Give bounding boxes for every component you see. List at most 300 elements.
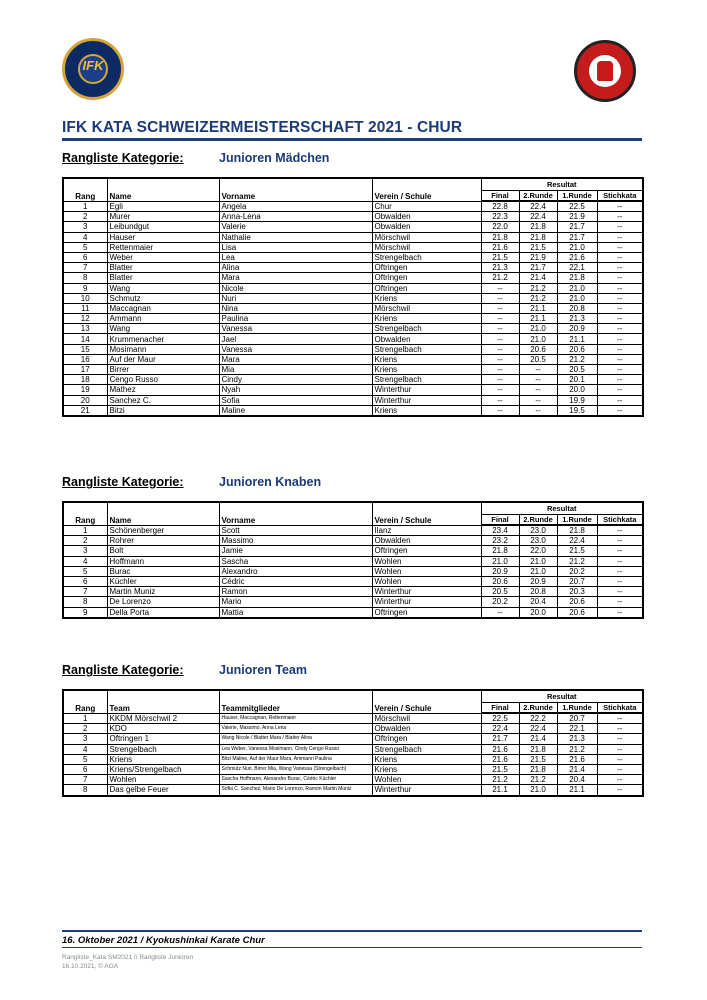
final-cell: 21.1 bbox=[481, 785, 519, 796]
final-cell: 21.5 bbox=[481, 252, 519, 262]
runde2-cell: 20.8 bbox=[519, 587, 557, 597]
final-cell: 20.9 bbox=[481, 566, 519, 576]
rang-cell: 1 bbox=[63, 525, 107, 536]
stichkata-cell: -- bbox=[597, 556, 643, 566]
rang-cell: 2 bbox=[63, 536, 107, 546]
header-final: Final bbox=[481, 515, 519, 526]
vorname-cell: Mara bbox=[219, 273, 372, 283]
rang-cell: 15 bbox=[63, 344, 107, 354]
verein-cell: Winterthur bbox=[372, 597, 481, 607]
final-cell: 21.6 bbox=[481, 242, 519, 252]
runde2-cell: 21.7 bbox=[519, 263, 557, 273]
runde2-cell: 22.4 bbox=[519, 201, 557, 212]
stichkata-cell: -- bbox=[597, 222, 643, 232]
stichkata-cell: -- bbox=[597, 734, 643, 744]
team-cell: Kriens/Strengelbach bbox=[107, 764, 219, 774]
rang-cell: 12 bbox=[63, 314, 107, 324]
table-row bbox=[63, 546, 643, 556]
header-1-runde: 1.Runde bbox=[557, 515, 597, 526]
final-cell: 20.6 bbox=[481, 576, 519, 586]
name-cell: Mosimann bbox=[107, 344, 219, 354]
stichkata-cell: -- bbox=[597, 744, 643, 754]
verein-cell: Obwalden bbox=[372, 212, 481, 222]
rang-cell: 3 bbox=[63, 734, 107, 744]
verein-cell: Strengelbach bbox=[372, 324, 481, 334]
vorname-cell: Angela bbox=[219, 201, 372, 212]
runde1-cell: 20.6 bbox=[557, 344, 597, 354]
footer-divider-thin bbox=[62, 947, 642, 948]
runde1-cell: 21.6 bbox=[557, 754, 597, 764]
name-cell: Birrer bbox=[107, 365, 219, 375]
table-row bbox=[63, 713, 643, 724]
verein-cell: Oftringen bbox=[372, 607, 481, 618]
runde1-cell: 21.6 bbox=[557, 252, 597, 262]
stichkata-cell: -- bbox=[597, 566, 643, 576]
name-cell: Leibundgut bbox=[107, 222, 219, 232]
runde2-cell: -- bbox=[519, 395, 557, 405]
rang-cell: 4 bbox=[63, 556, 107, 566]
verein-cell: Strengelbach bbox=[372, 375, 481, 385]
team-cell: Wohlen bbox=[107, 775, 219, 785]
category-heading-knaben bbox=[62, 475, 322, 489]
table-row bbox=[63, 724, 643, 734]
teammitglieder-cell: Sofia C. Sanchez, Mario De Lorenzo, Ramón Martin Muniz bbox=[219, 785, 372, 796]
runde1-cell: 21.1 bbox=[557, 785, 597, 796]
verein-cell: Ilanz bbox=[372, 525, 481, 536]
vorname-cell: Mario bbox=[219, 597, 372, 607]
runde1-cell: 20.6 bbox=[557, 607, 597, 618]
runde2-cell: -- bbox=[519, 365, 557, 375]
name-cell: De Lorenzo bbox=[107, 597, 219, 607]
runde2-cell: 21.0 bbox=[519, 556, 557, 566]
runde2-cell: 21.4 bbox=[519, 273, 557, 283]
verein-cell: Strengelbach bbox=[372, 252, 481, 262]
final-cell: -- bbox=[481, 365, 519, 375]
title-divider bbox=[62, 138, 642, 141]
runde2-cell: 20.9 bbox=[519, 576, 557, 586]
stichkata-cell: -- bbox=[597, 764, 643, 774]
vorname-cell: Nicole bbox=[219, 283, 372, 293]
runde2-cell: 21.1 bbox=[519, 314, 557, 324]
stichkata-cell: -- bbox=[597, 252, 643, 262]
final-cell: -- bbox=[481, 405, 519, 416]
table-row bbox=[63, 242, 643, 252]
verein-cell: Mörschwil bbox=[372, 303, 481, 313]
name-cell: Auf der Maur bbox=[107, 354, 219, 364]
rang-cell: 4 bbox=[63, 232, 107, 242]
category-heading-maedchen bbox=[62, 151, 330, 165]
team-cell: KDO bbox=[107, 724, 219, 734]
rang-cell: 8 bbox=[63, 785, 107, 796]
vorname-cell: Jamie bbox=[219, 546, 372, 556]
table-row bbox=[63, 293, 643, 303]
final-cell: 21.3 bbox=[481, 263, 519, 273]
table-row bbox=[63, 734, 643, 744]
rang-cell: 7 bbox=[63, 775, 107, 785]
vorname-cell: Cédric bbox=[219, 576, 372, 586]
rang-cell: 3 bbox=[63, 546, 107, 556]
final-cell: -- bbox=[481, 375, 519, 385]
verein-cell: Kriens bbox=[372, 405, 481, 416]
header-teammitglieder: Teammitglieder bbox=[219, 690, 372, 713]
name-cell: Ammann bbox=[107, 314, 219, 324]
final-cell: -- bbox=[481, 385, 519, 395]
verein-cell: Wohlen bbox=[372, 576, 481, 586]
table-row bbox=[63, 385, 643, 395]
vorname-cell: Massimo bbox=[219, 536, 372, 546]
final-cell: 22.3 bbox=[481, 212, 519, 222]
date-info: 16.10.2021, © AGA bbox=[62, 963, 119, 970]
verein-cell: Kriens bbox=[372, 354, 481, 364]
runde1-cell: 21.7 bbox=[557, 232, 597, 242]
rang-cell: 13 bbox=[63, 324, 107, 334]
final-cell: 21.0 bbox=[481, 556, 519, 566]
name-cell: Mathez bbox=[107, 385, 219, 395]
final-cell: 22.5 bbox=[481, 713, 519, 724]
name-cell: Küchler bbox=[107, 576, 219, 586]
runde2-cell: -- bbox=[519, 405, 557, 416]
table-row bbox=[63, 212, 643, 222]
table-row bbox=[63, 566, 643, 576]
team-cell: Oftringen 1 bbox=[107, 734, 219, 744]
rang-cell: 16 bbox=[63, 354, 107, 364]
final-cell: 20.5 bbox=[481, 587, 519, 597]
stichkata-cell: -- bbox=[597, 385, 643, 395]
final-cell: -- bbox=[481, 334, 519, 344]
header-stichkata: Stichkata bbox=[597, 515, 643, 526]
final-cell: -- bbox=[481, 314, 519, 324]
vorname-cell: Maline bbox=[219, 405, 372, 416]
verein-cell: Winterthur bbox=[372, 587, 481, 597]
verein-cell: Strengelbach bbox=[372, 344, 481, 354]
runde1-cell: 20.2 bbox=[557, 566, 597, 576]
runde1-cell: 21.5 bbox=[557, 546, 597, 556]
verein-cell: Kriens bbox=[372, 754, 481, 764]
final-cell: 21.6 bbox=[481, 754, 519, 764]
runde2-cell: 21.1 bbox=[519, 303, 557, 313]
verein-cell: Obwalden bbox=[372, 724, 481, 734]
verein-cell: Oftringen bbox=[372, 263, 481, 273]
table-row bbox=[63, 303, 643, 313]
kyokushinkai-chur-logo bbox=[574, 40, 636, 102]
verein-cell: Oftringen bbox=[372, 546, 481, 556]
rang-cell: 19 bbox=[63, 385, 107, 395]
runde1-cell: 20.1 bbox=[557, 375, 597, 385]
runde2-cell: 21.0 bbox=[519, 334, 557, 344]
category-heading-team bbox=[62, 663, 307, 677]
vorname-cell: Nyah bbox=[219, 385, 372, 395]
rang-cell: 6 bbox=[63, 576, 107, 586]
table-row bbox=[63, 354, 643, 364]
stichkata-cell: -- bbox=[597, 607, 643, 618]
vorname-cell: Mattia bbox=[219, 607, 372, 618]
final-cell: -- bbox=[481, 395, 519, 405]
header-final: Final bbox=[481, 703, 519, 714]
verein-cell: Winterthur bbox=[372, 385, 481, 395]
table-row bbox=[63, 405, 643, 416]
runde1-cell: 21.1 bbox=[557, 334, 597, 344]
team-cell: Kriens bbox=[107, 754, 219, 764]
runde2-cell: 23.0 bbox=[519, 525, 557, 536]
runde1-cell: 22.4 bbox=[557, 536, 597, 546]
table-row bbox=[63, 576, 643, 586]
vorname-cell: Mara bbox=[219, 354, 372, 364]
vorname-cell: Sascha bbox=[219, 556, 372, 566]
category-label: Rangliste Kategorie: bbox=[62, 151, 184, 165]
stichkata-cell: -- bbox=[597, 775, 643, 785]
verein-cell: Oftringen bbox=[372, 283, 481, 293]
final-cell: 21.2 bbox=[481, 775, 519, 785]
table-row bbox=[63, 785, 643, 796]
stichkata-cell: -- bbox=[597, 334, 643, 344]
stichkata-cell: -- bbox=[597, 354, 643, 364]
table-row bbox=[63, 597, 643, 607]
runde2-cell: 22.0 bbox=[519, 546, 557, 556]
name-cell: Blatter bbox=[107, 263, 219, 273]
stichkata-cell: -- bbox=[597, 293, 643, 303]
rang-cell: 10 bbox=[63, 293, 107, 303]
header-stichkata: Stichkata bbox=[597, 703, 643, 714]
category-name: Junioren Mädchen bbox=[219, 151, 330, 165]
final-cell: 23.2 bbox=[481, 536, 519, 546]
runde1-cell: 21.0 bbox=[557, 293, 597, 303]
table-row bbox=[63, 334, 643, 344]
teammitglieder-cell: Hauser, Maccagnan, Rettenmaier bbox=[219, 713, 372, 724]
header-resultat: Resultat bbox=[481, 690, 643, 703]
runde1-cell: 20.0 bbox=[557, 385, 597, 395]
table-row bbox=[63, 556, 643, 566]
vorname-cell: Nathalie bbox=[219, 232, 372, 242]
final-cell: 22.4 bbox=[481, 724, 519, 734]
rang-cell: 4 bbox=[63, 744, 107, 754]
name-cell: Maccagnan bbox=[107, 303, 219, 313]
name-cell: Martin Muniz bbox=[107, 587, 219, 597]
final-cell: -- bbox=[481, 354, 519, 364]
vorname-cell: Nina bbox=[219, 303, 372, 313]
stichkata-cell: -- bbox=[597, 754, 643, 764]
name-cell: Egli bbox=[107, 201, 219, 212]
stichkata-cell: -- bbox=[597, 395, 643, 405]
ifk-logo-text: IFK bbox=[82, 58, 104, 73]
teammitglieder-cell: Lea Weber, Vanessa Mosimann, Cindy Cengo Russo bbox=[219, 744, 372, 754]
table-row bbox=[63, 754, 643, 764]
ifk-logo bbox=[62, 38, 124, 100]
runde1-cell: 22.1 bbox=[557, 263, 597, 273]
verein-cell: Kriens bbox=[372, 764, 481, 774]
header-resultat: Resultat bbox=[481, 502, 643, 515]
runde2-cell: 23.0 bbox=[519, 536, 557, 546]
name-cell: Murer bbox=[107, 212, 219, 222]
rang-cell: 20 bbox=[63, 395, 107, 405]
rang-cell: 7 bbox=[63, 263, 107, 273]
rang-cell: 8 bbox=[63, 597, 107, 607]
ranking-table-maedchen bbox=[62, 177, 644, 417]
runde2-cell: -- bbox=[519, 385, 557, 395]
runde1-cell: 21.3 bbox=[557, 314, 597, 324]
runde2-cell: 21.0 bbox=[519, 324, 557, 334]
final-cell: -- bbox=[481, 283, 519, 293]
stichkata-cell: -- bbox=[597, 525, 643, 536]
runde1-cell: 20.4 bbox=[557, 775, 597, 785]
verein-cell: Wohlen bbox=[372, 566, 481, 576]
page-title: IFK KATA SCHWEIZERMEISTERSCHAFT 2021 - CHUR bbox=[62, 119, 463, 136]
runde2-cell: 20.6 bbox=[519, 344, 557, 354]
verein-cell: Obwalden bbox=[372, 536, 481, 546]
vorname-cell: Cindy bbox=[219, 375, 372, 385]
vorname-cell: Lea bbox=[219, 252, 372, 262]
rang-cell: 5 bbox=[63, 242, 107, 252]
karateka-icon bbox=[597, 61, 613, 81]
runde1-cell: 19.5 bbox=[557, 405, 597, 416]
ranking-table-team bbox=[62, 689, 644, 797]
team-cell: Das gelbe Feuer bbox=[107, 785, 219, 796]
vorname-cell: Alexandro bbox=[219, 566, 372, 576]
rang-cell: 6 bbox=[63, 252, 107, 262]
vorname-cell: Jael bbox=[219, 334, 372, 344]
name-cell: Blatter bbox=[107, 273, 219, 283]
table-row bbox=[63, 607, 643, 618]
header-2-runde: 2.Runde bbox=[519, 191, 557, 202]
runde2-cell: 21.0 bbox=[519, 785, 557, 796]
stichkata-cell: -- bbox=[597, 232, 643, 242]
header-name: Name bbox=[107, 178, 219, 201]
rang-cell: 21 bbox=[63, 405, 107, 416]
verein-cell: Mörschwil bbox=[372, 232, 481, 242]
teammitglieder-cell: Wang Nicole / Blatter Mara / Blatter Alina bbox=[219, 734, 372, 744]
vorname-cell: Lisa bbox=[219, 242, 372, 252]
name-cell: Rettenmaier bbox=[107, 242, 219, 252]
stichkata-cell: -- bbox=[597, 201, 643, 212]
runde2-cell: 21.9 bbox=[519, 252, 557, 262]
runde1-cell: 21.2 bbox=[557, 556, 597, 566]
runde2-cell: 22.2 bbox=[519, 713, 557, 724]
final-cell: 20.2 bbox=[481, 597, 519, 607]
header-team: Team bbox=[107, 690, 219, 713]
final-cell: -- bbox=[481, 344, 519, 354]
header-resultat: Resultat bbox=[481, 178, 643, 191]
name-cell: Schmutz bbox=[107, 293, 219, 303]
runde1-cell: 21.4 bbox=[557, 764, 597, 774]
final-cell: 22.0 bbox=[481, 222, 519, 232]
runde1-cell: 20.9 bbox=[557, 324, 597, 334]
verein-cell: Kriens bbox=[372, 365, 481, 375]
stichkata-cell: -- bbox=[597, 212, 643, 222]
file-info: Rangliste_Kata SM2021 // Rangliste Junioren bbox=[62, 954, 194, 961]
category-label: Rangliste Kategorie: bbox=[62, 475, 184, 489]
stichkata-cell: -- bbox=[597, 283, 643, 293]
rang-cell: 17 bbox=[63, 365, 107, 375]
runde2-cell: 22.4 bbox=[519, 724, 557, 734]
header-stichkata: Stichkata bbox=[597, 191, 643, 202]
table-row bbox=[63, 314, 643, 324]
table-row bbox=[63, 744, 643, 754]
verein-cell: Oftringen bbox=[372, 273, 481, 283]
header-1-runde: 1.Runde bbox=[557, 191, 597, 202]
verein-cell: Wohlen bbox=[372, 556, 481, 566]
rang-cell: 5 bbox=[63, 754, 107, 764]
rang-cell: 9 bbox=[63, 607, 107, 618]
rang-cell: 2 bbox=[63, 212, 107, 222]
runde1-cell: 22.1 bbox=[557, 724, 597, 734]
final-cell: 21.5 bbox=[481, 764, 519, 774]
runde2-cell: 21.5 bbox=[519, 242, 557, 252]
runde2-cell: 22.4 bbox=[519, 212, 557, 222]
runde1-cell: 21.7 bbox=[557, 222, 597, 232]
vorname-cell: Valerie bbox=[219, 222, 372, 232]
runde1-cell: 19.9 bbox=[557, 395, 597, 405]
header-rang: Rang bbox=[63, 178, 107, 201]
runde1-cell: 20.3 bbox=[557, 587, 597, 597]
teammitglieder-cell: Bitzi Maline, Auf der Maur Mara, Ammann Paulina bbox=[219, 754, 372, 764]
name-cell: Wang bbox=[107, 283, 219, 293]
teammitglieder-cell: Sascha Hoffmann, Alexandro Burac, Cédric Küchler bbox=[219, 775, 372, 785]
verein-cell: Mörschwil bbox=[372, 242, 481, 252]
stichkata-cell: -- bbox=[597, 303, 643, 313]
final-cell: -- bbox=[481, 607, 519, 618]
stichkata-cell: -- bbox=[597, 263, 643, 273]
rang-cell: 9 bbox=[63, 283, 107, 293]
footer-text: 16. Oktober 2021 / Kyokushinkai Karate Chur bbox=[62, 935, 265, 946]
name-cell: Hauser bbox=[107, 232, 219, 242]
name-cell: Bitzi bbox=[107, 405, 219, 416]
final-cell: 23.4 bbox=[481, 525, 519, 536]
table-row bbox=[63, 764, 643, 774]
runde1-cell: 21.2 bbox=[557, 354, 597, 364]
table-row bbox=[63, 395, 643, 405]
table-row bbox=[63, 344, 643, 354]
stichkata-cell: -- bbox=[597, 273, 643, 283]
stichkata-cell: -- bbox=[597, 597, 643, 607]
vorname-cell: Anna-Lena bbox=[219, 212, 372, 222]
stichkata-cell: -- bbox=[597, 546, 643, 556]
vorname-cell: Vanessa bbox=[219, 324, 372, 334]
runde1-cell: 21.0 bbox=[557, 242, 597, 252]
rang-cell: 5 bbox=[63, 566, 107, 576]
table-row bbox=[63, 536, 643, 546]
verein-cell: Strengelbach bbox=[372, 744, 481, 754]
runde2-cell: -- bbox=[519, 375, 557, 385]
rang-cell: 8 bbox=[63, 273, 107, 283]
runde1-cell: 21.8 bbox=[557, 525, 597, 536]
stichkata-cell: -- bbox=[597, 375, 643, 385]
table-row bbox=[63, 324, 643, 334]
runde2-cell: 21.8 bbox=[519, 222, 557, 232]
runde2-cell: 21.8 bbox=[519, 764, 557, 774]
teammitglieder-cell: Schmutz Nuri, Birrer Mia, Wang Vanessa (Strengelbach) bbox=[219, 764, 372, 774]
verein-cell: Kriens bbox=[372, 293, 481, 303]
runde2-cell: 20.0 bbox=[519, 607, 557, 618]
vorname-cell: Vanessa bbox=[219, 344, 372, 354]
table-row bbox=[63, 232, 643, 242]
runde1-cell: 20.5 bbox=[557, 365, 597, 375]
final-cell: 21.8 bbox=[481, 232, 519, 242]
stichkata-cell: -- bbox=[597, 365, 643, 375]
runde1-cell: 22.5 bbox=[557, 201, 597, 212]
category-name: Junioren Team bbox=[219, 663, 307, 677]
runde2-cell: 21.8 bbox=[519, 744, 557, 754]
table-row bbox=[63, 587, 643, 597]
stichkata-cell: -- bbox=[597, 713, 643, 724]
verein-cell: Winterthur bbox=[372, 395, 481, 405]
final-cell: 21.2 bbox=[481, 273, 519, 283]
rang-cell: 2 bbox=[63, 724, 107, 734]
name-cell: Weber bbox=[107, 252, 219, 262]
runde1-cell: 20.7 bbox=[557, 576, 597, 586]
team-cell: Strengelbach bbox=[107, 744, 219, 754]
verein-cell: Mörschwil bbox=[372, 713, 481, 724]
stichkata-cell: -- bbox=[597, 785, 643, 796]
runde2-cell: 21.2 bbox=[519, 775, 557, 785]
